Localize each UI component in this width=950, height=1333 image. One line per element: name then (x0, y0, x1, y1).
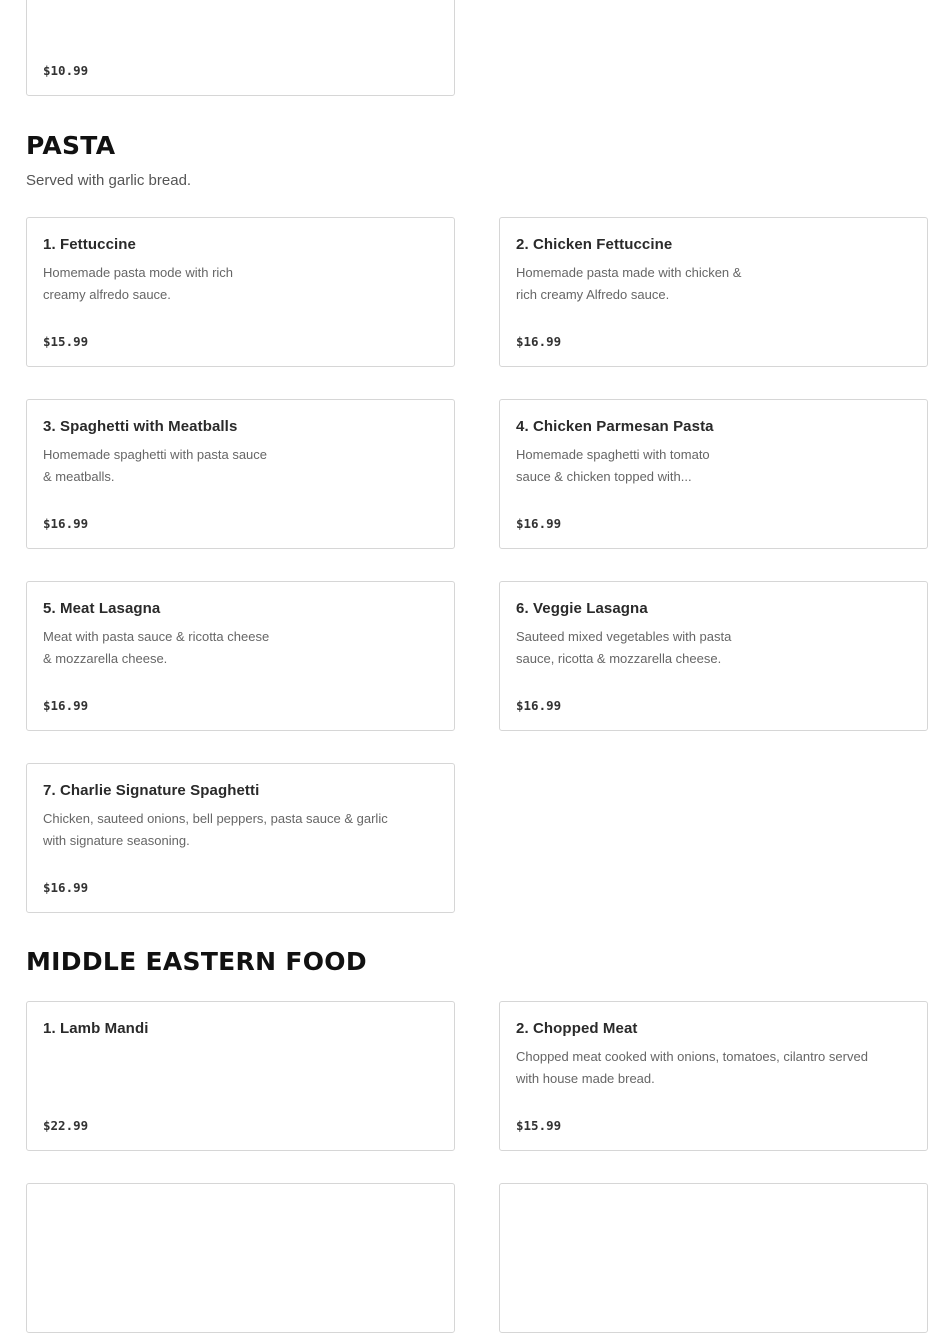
menu-item-card[interactable] (26, 1183, 455, 1333)
item-price: $22.99 (43, 1118, 89, 1133)
menu-item-card[interactable] (26, 217, 455, 367)
item-price: $15.99 (516, 1118, 562, 1133)
menu-item-card[interactable] (26, 581, 455, 731)
item-name: 2. Chopped Meat (516, 1020, 638, 1037)
item-price: $16.99 (43, 516, 89, 531)
menu-item-card[interactable] (499, 581, 928, 731)
item-description: Sauteed mixed vegetables with pasta sauce, ricotta & mozzarella cheese. (516, 629, 732, 666)
section-title-pasta: PASTA (26, 131, 116, 160)
item-price: $16.99 (43, 698, 89, 713)
item-name: 1. Lamb Mandi (43, 1020, 149, 1037)
item-description: Chicken, sauteed onions, bell peppers, pasta sauce & garlic with signature seasoning. (43, 811, 388, 848)
item-description: Homemade spaghetti with pasta sauce & meatballs. (43, 447, 268, 484)
menu-item-card[interactable] (499, 217, 928, 367)
menu-item-card[interactable] (499, 1183, 928, 1333)
item-price: $15.99 (43, 334, 89, 349)
section-title-middle-eastern: MIDDLE EASTERN FOOD (26, 947, 367, 976)
item-name: 6. Veggie Lasagna (516, 600, 648, 617)
item-description: Meat with pasta sauce & ricotta cheese & mozzarella cheese. (43, 629, 270, 666)
item-description: Chopped meat cooked with onions, tomatoes, cilantro served with house made bread. (516, 1049, 868, 1086)
menu-item-card[interactable] (499, 399, 928, 549)
menu-item-card[interactable] (26, 399, 455, 549)
item-description: Homemade pasta mode with rich creamy alfredo sauce. (43, 265, 234, 302)
item-name: 3. Spaghetti with Meatballs (43, 418, 238, 435)
menu-item-card[interactable] (26, 1001, 455, 1151)
section-subtitle-pasta: Served with garlic bread. (26, 172, 192, 189)
item-name: 5. Meat Lasagna (43, 600, 161, 617)
item-price: $16.99 (516, 516, 562, 531)
item-description: Homemade spaghetti with tomato sauce & chicken topped with... (516, 447, 710, 484)
item-description: Homemade pasta made with chicken & rich creamy Alfredo sauce. (516, 265, 742, 302)
item-price: $16.99 (516, 698, 562, 713)
menu-item-card[interactable] (26, 763, 455, 913)
item-name: 2. Chicken Fettuccine (516, 236, 673, 253)
item-price: $16.99 (516, 334, 562, 349)
item-name: 4. Chicken Parmesan Pasta (516, 418, 714, 435)
item-price: $16.99 (43, 880, 89, 895)
item-price: $10.99 (43, 63, 89, 78)
item-name: 7. Charlie Signature Spaghetti (43, 782, 260, 799)
menu-item-card[interactable] (499, 1001, 928, 1151)
menu-item-card[interactable] (26, 0, 455, 96)
item-name: 1. Fettuccine (43, 236, 136, 253)
